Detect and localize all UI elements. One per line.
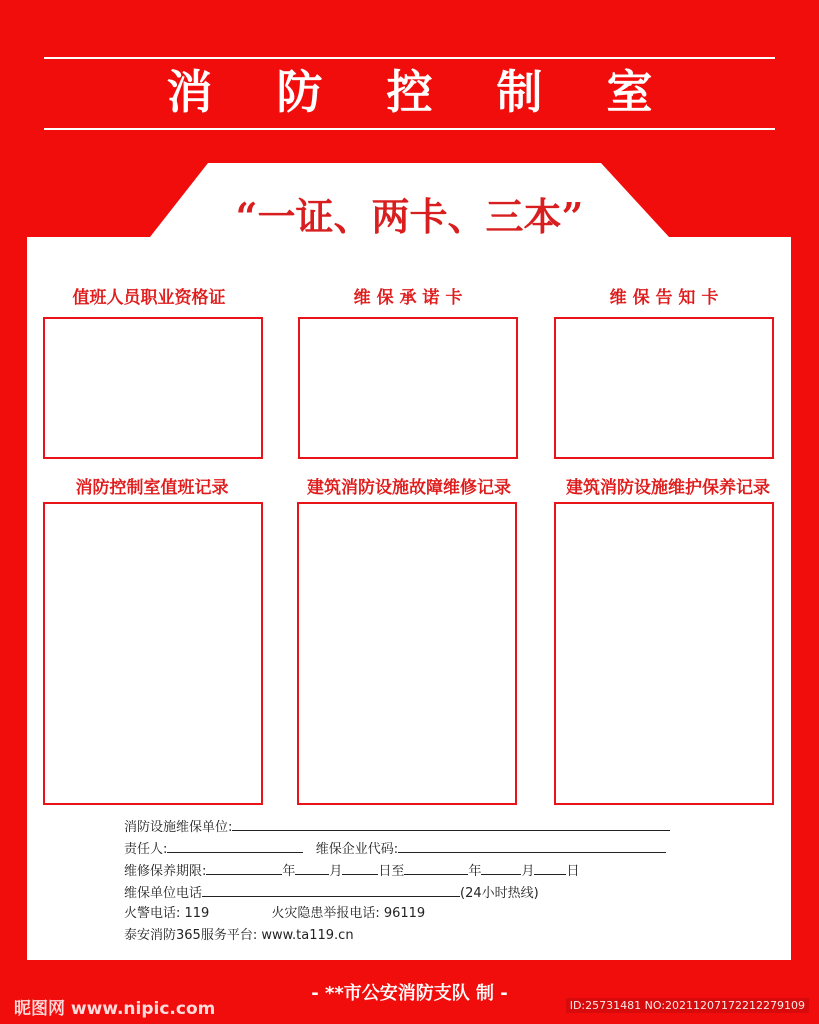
info-platform [124,927,354,945]
watermark-site: 昵图网 www.nipic.com [14,999,216,1019]
slot-label-maintenance-record: 建筑消防设施维护保养记录 [566,478,770,498]
period-start-year-blank [206,861,282,875]
slot-box-repair-record [297,502,517,805]
issuer-footer: - **市公安消防支队 制 - [311,983,508,1004]
info-person-code [124,839,666,859]
period-day-to: 日至 [378,864,405,879]
info-period [124,861,579,881]
slot-label-maint-promise-card: 维 保 承 诺 卡 [353,288,463,308]
slot-label-duty-record: 消防控制室值班记录 [75,478,229,498]
period-end-year-blank [404,861,468,875]
info-emergency [124,905,425,923]
period-end-day-unit: 日 [566,864,580,879]
company-code-blank [398,839,666,853]
panel-subtitle: “一证、两卡、三本” [235,194,584,239]
period-end-month-unit: 月 [521,864,535,879]
person-label: 责任人: [124,842,168,857]
company-code-label: 维保企业代码: [315,842,399,857]
slot-label-qualification: 值班人员职业资格证 [72,288,226,308]
hazard-report-phone: 火灾隐患举报电话: 96119 [271,906,426,921]
slot-box-qualification [43,317,263,459]
phone-label: 维保单位电话 [124,886,203,901]
maint-unit-label: 消防设施维保单位: [124,820,233,835]
maint-unit-blank [232,817,670,831]
period-end-month-blank [481,861,521,875]
period-start-month-blank [295,861,329,875]
info-maint-unit [124,817,670,837]
info-phone [124,883,539,903]
person-blank [167,839,303,853]
period-start-month-unit: 月 [329,864,343,879]
slot-box-duty-record [43,502,263,805]
slot-label-maint-notice-card: 维 保 告 知 卡 [609,288,719,308]
slot-label-repair-record: 建筑消防设施故障维修记录 [307,478,511,498]
period-start-day-blank [342,861,378,875]
page-title: 消 防 控 制 室 [166,65,677,119]
slot-box-maintenance-record [554,502,774,805]
period-label: 维修保养期限: [124,864,207,879]
hotline-note: (24小时热线) [460,886,539,901]
period-end-year-unit: 年 [468,864,482,879]
phone-blank [202,883,460,897]
period-start-year-unit: 年 [282,864,296,879]
slot-box-maint-promise-card [298,317,518,459]
fire-alarm-phone: 火警电话: 119 [124,906,210,921]
slot-box-maint-notice-card [554,317,774,459]
service-platform: 泰安消防365服务平台: www.ta119.cn [124,928,354,943]
period-end-day-blank [534,861,566,875]
watermark-id: ID:25731481 NO:20211207172212279109 [566,998,809,1013]
